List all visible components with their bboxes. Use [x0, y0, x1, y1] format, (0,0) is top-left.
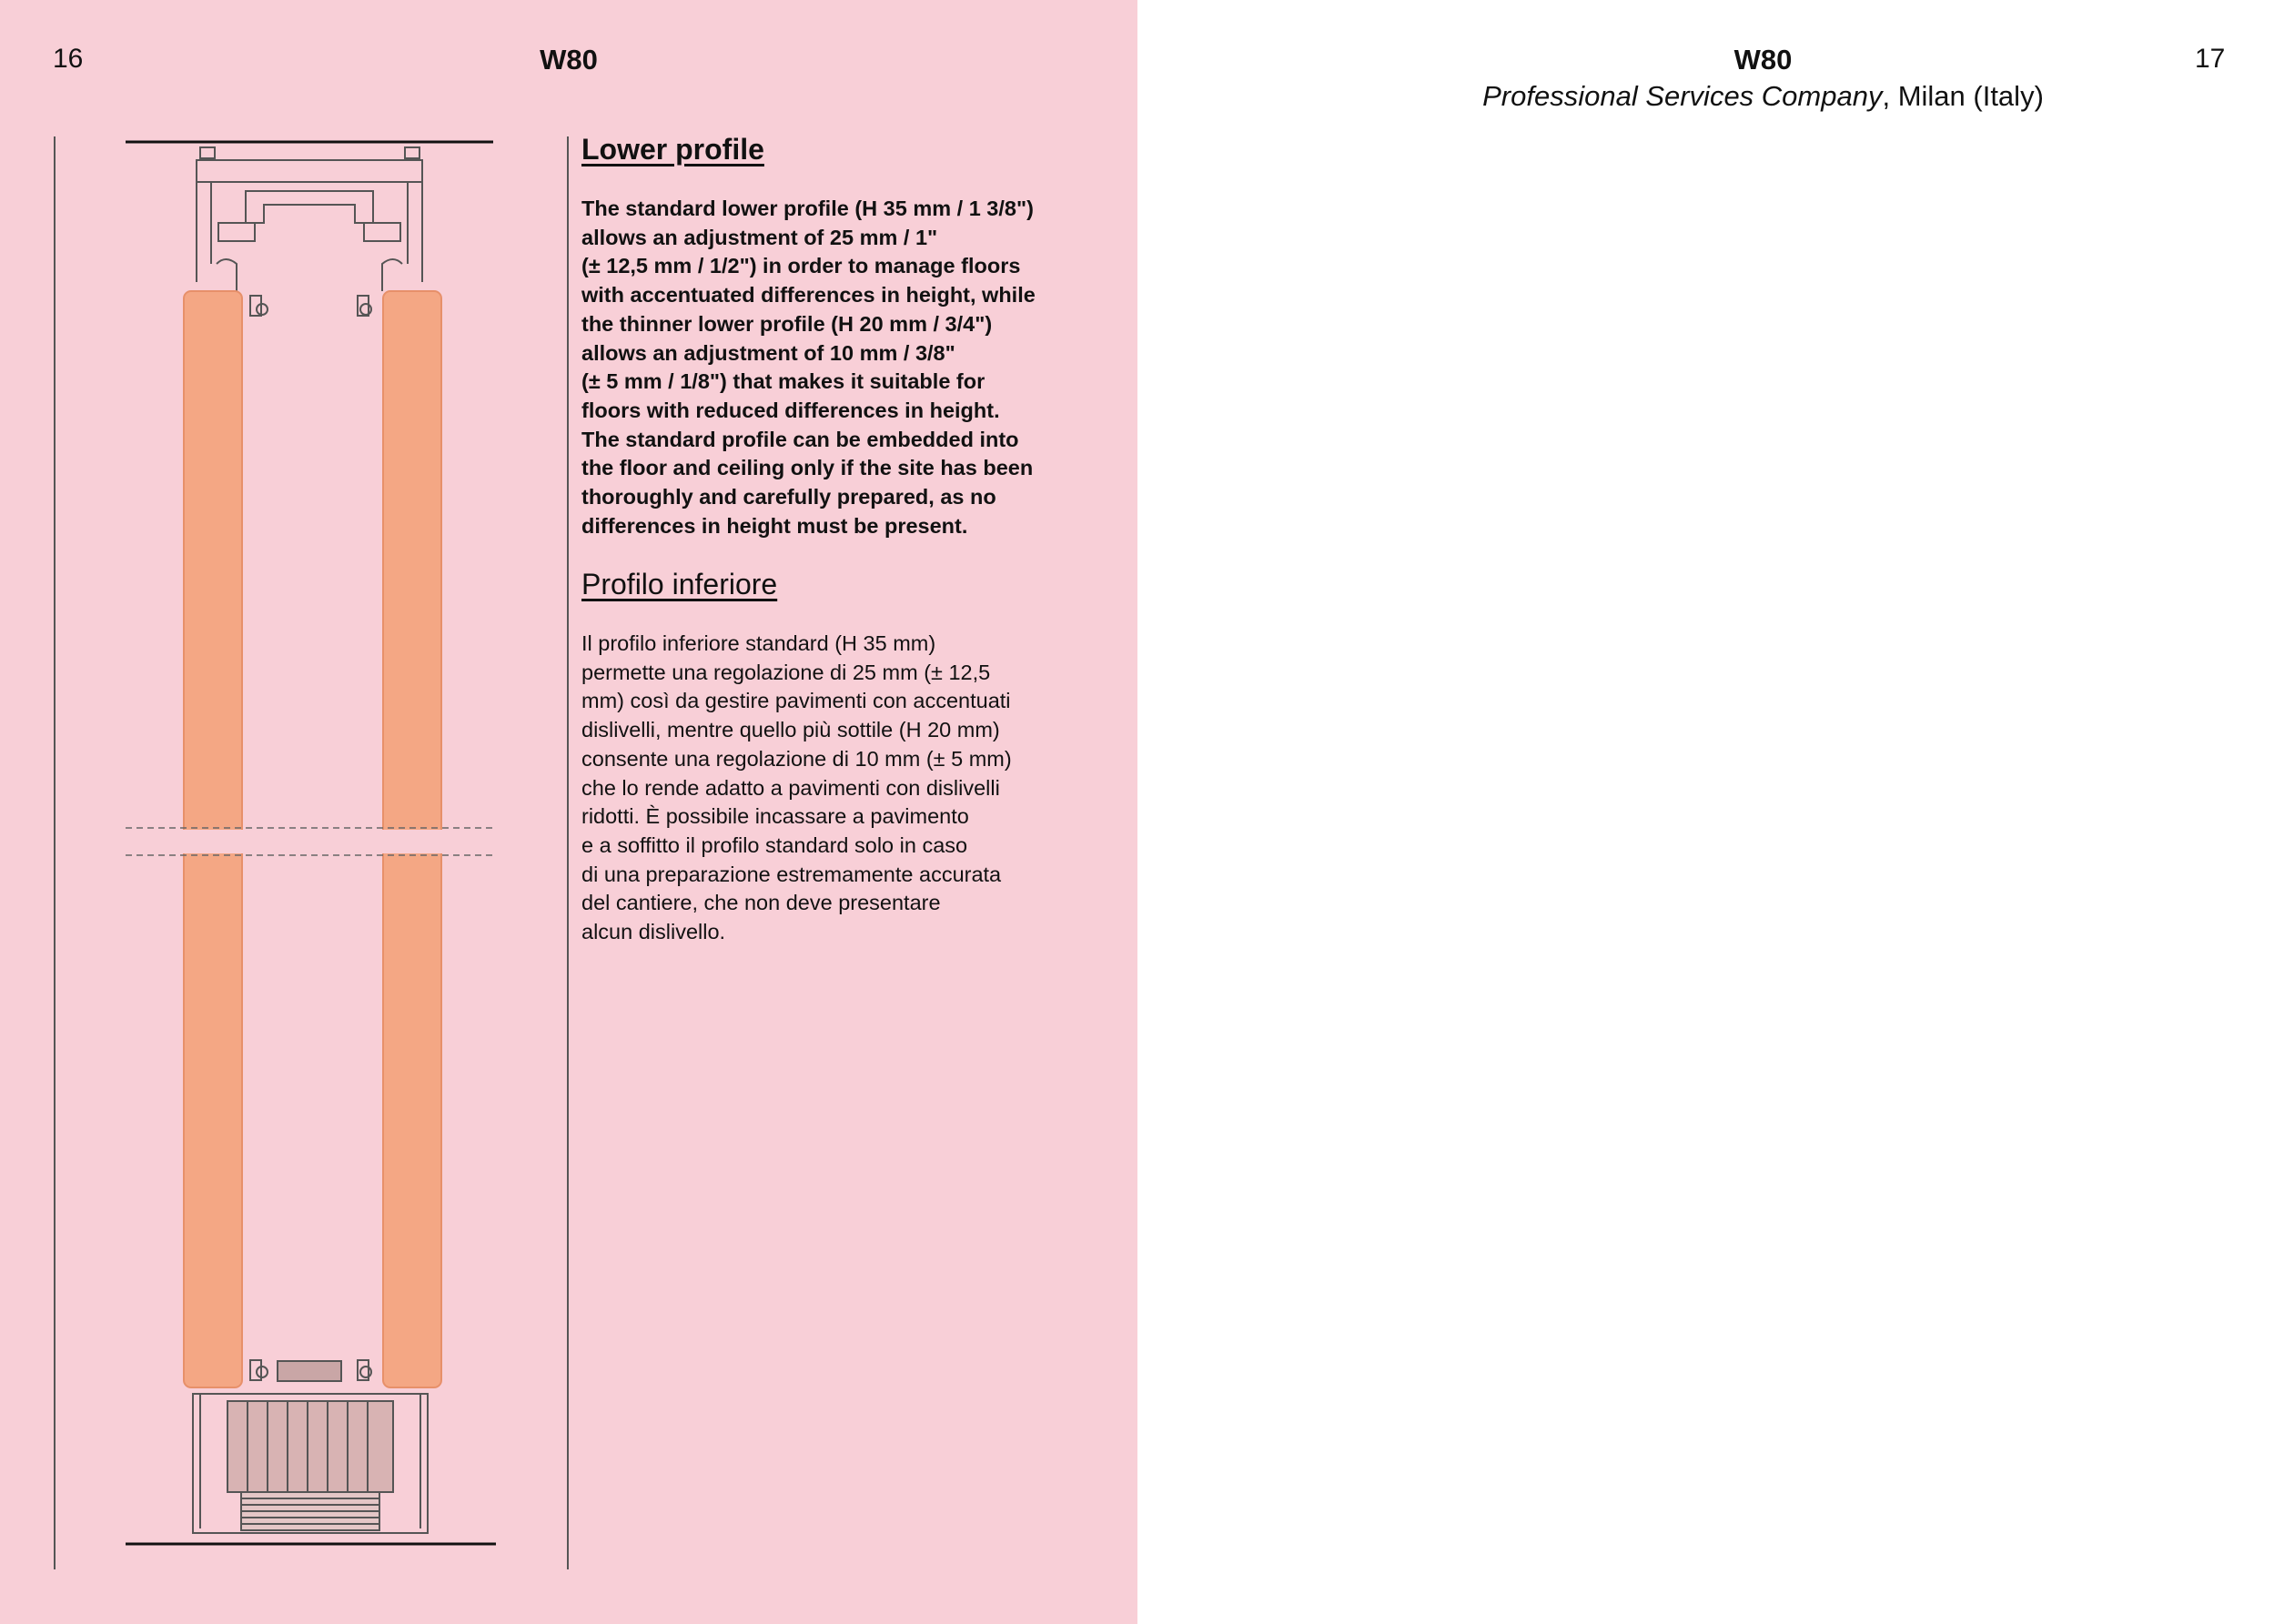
project-location: , Milan (Italy) [1882, 80, 2044, 112]
body-text-it: Il profilo inferiore standard (H 35 mm) permette una regolazione di 25 mm (± 12,5 mm) così da gestire pavimenti con accentuati dislivelli, mentre quello più sottile (H 20 mm) consente una regolazione di 10 mm (± 5 mm) che lo rende adatto a pavimenti con dislivelli ridotti. È possibile incassare a pavimento e a soffitto il profilo standard solo in caso di una preparazione estremamente accurata del cantiere, che non deve presentare alcun dislivello. [581, 631, 1012, 944]
project-name: Professional Services Company [1482, 80, 1883, 112]
page-number-right: 17 [2195, 44, 2226, 74]
page-header-right: W80 [1733, 44, 1793, 76]
project-caption [1137, 80, 2274, 113]
right-page [1137, 0, 2274, 1624]
page-header-left: W80 [540, 44, 598, 76]
heading-lower-profile: Lower profile [581, 133, 764, 166]
heading-profilo-inferiore: Profilo inferiore [581, 568, 778, 600]
column-rule [567, 136, 569, 1569]
margin-rule-left [54, 136, 56, 1569]
section-drawing [109, 127, 510, 1556]
page-number-left: 16 [53, 44, 84, 74]
body-text-en: The standard lower profile (H 35 mm / 1 3/8") allows an adjustment of 25 mm / 1" (± 12,5 mm / 1/2") in order to manage floors with accentuated differences in height, while the thinner lower profile (H 20 mm / 3/4") allows an adjustment of 10 mm / 3/8" (± 5 mm / 1/8") that makes it suitable for floors with reduced differences in height. The standard profile can be embedded into the floor and ceiling only if the site has been thoroughly and carefully prepared, as no differences in height must be present. [581, 197, 1036, 538]
